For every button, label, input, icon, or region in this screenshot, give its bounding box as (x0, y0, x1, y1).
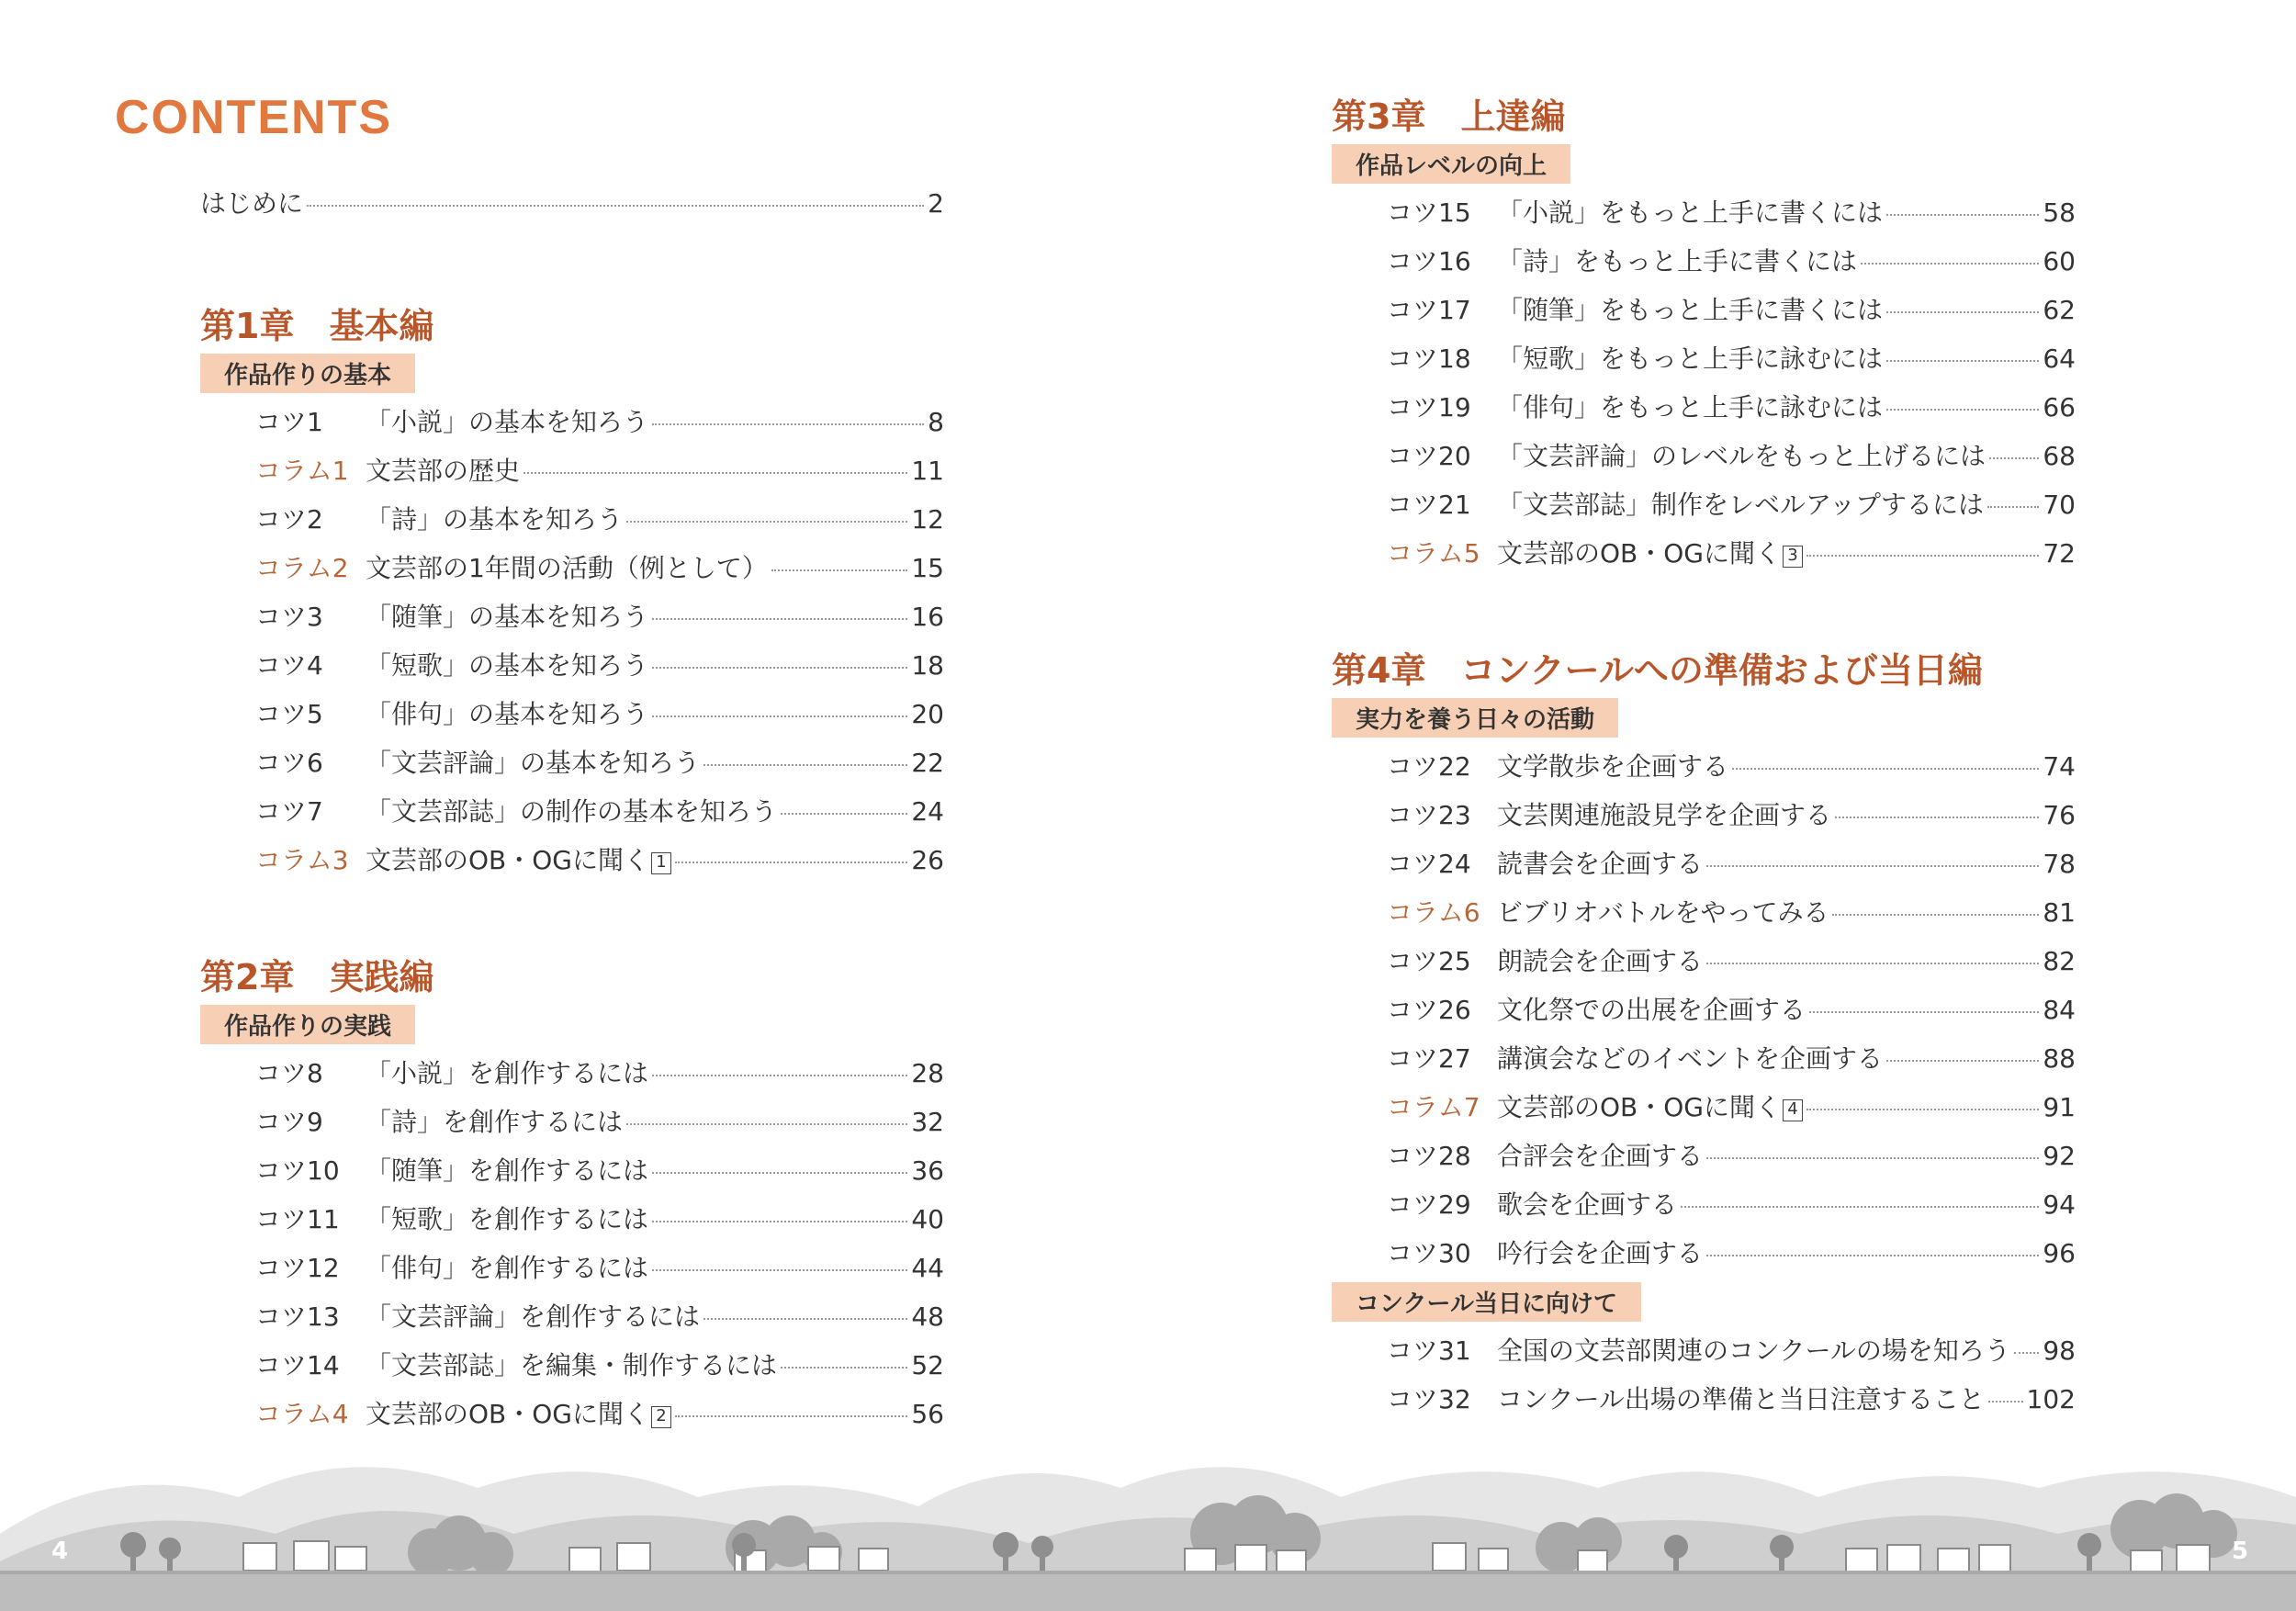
toc-entry-text (366, 694, 648, 731)
leader-dots (1886, 1060, 2039, 1062)
toc-entry-label: コツ7 (255, 796, 323, 827)
toc-entry-title: 読書会を企画する (1497, 849, 1704, 879)
toc-entry-title: 「短歌」の基本を知ろう (366, 650, 649, 681)
leader-dots (1988, 1401, 2023, 1403)
toc-entry[interactable] (1332, 388, 2076, 436)
toc-entry[interactable] (200, 1248, 944, 1297)
section-tag: 実力を養う日々の活動 (1332, 698, 1618, 738)
page-title: CONTENTS (115, 91, 392, 144)
leader-dots (1732, 768, 2039, 770)
toc-entry[interactable] (1332, 844, 2076, 893)
toc-entry-text (1497, 747, 1728, 783)
toc-entry-label: コツ14 (255, 1350, 340, 1380)
leader-dots (1886, 360, 2039, 362)
toc-entry-page: 74 (2043, 751, 2076, 782)
toc-entry-label: コラム4 (255, 1399, 349, 1429)
toc-entry-text (1497, 290, 1883, 327)
toc-entry-text (366, 792, 777, 828)
leader-dots (1809, 1011, 2039, 1013)
toc-entry-title: 朗読会を企画する (1497, 946, 1704, 976)
toc-entry-text (366, 402, 648, 439)
leader-dots (1886, 311, 2039, 313)
toc-entry-page: 64 (2043, 344, 2076, 374)
toc-entry[interactable] (200, 1297, 944, 1346)
toc-entry-title: コンクール出場の準備と当日注意すること (1497, 1384, 1985, 1414)
toc-entry-page: 8 (928, 407, 944, 437)
toc-entry-page: 94 (2043, 1189, 2076, 1220)
leader-dots (703, 1318, 907, 1320)
toc-entry-title: 「短歌」をもっと上手に詠むには (1497, 344, 1884, 374)
toc-entry-page: 72 (2043, 538, 2076, 569)
toc-entry-text (1497, 534, 1803, 570)
toc-entry-label: コツ30 (1387, 1238, 1471, 1268)
landscape-illustration (0, 1433, 2296, 1611)
toc-entry-page: 26 (911, 845, 944, 875)
toc-entry-text (366, 1346, 777, 1382)
leader-dots (1835, 817, 2039, 818)
toc-entry-column[interactable] (1332, 1087, 2076, 1136)
toc-entry-text (1497, 1234, 1703, 1270)
toc-entry[interactable] (1332, 941, 2076, 990)
toc-list (1332, 747, 2076, 1282)
leader-dots (771, 569, 908, 571)
toc-entry-page: 98 (2043, 1335, 2076, 1366)
chapter-heading: 第1章 基本編 (200, 306, 434, 346)
toc-entry-text (366, 1151, 648, 1188)
leader-dots (523, 472, 907, 474)
toc-entry-label: コツ21 (1387, 490, 1471, 520)
toc-entry-label: コツ11 (255, 1204, 340, 1234)
toc-entry[interactable] (200, 1151, 944, 1200)
toc-entry-label: コツ24 (1387, 849, 1471, 879)
toc-entry-label: コツ31 (1387, 1335, 1471, 1366)
leader-dots (781, 1367, 907, 1369)
toc-entry[interactable] (200, 500, 944, 548)
part-number-box: 1 (651, 852, 671, 874)
toc-entry-column[interactable] (200, 840, 944, 889)
toc-entry-column[interactable] (1332, 893, 2076, 941)
toc-entry[interactable] (1332, 1380, 2076, 1428)
leader-dots (652, 1221, 907, 1222)
toc-entry-title: 「随筆」を創作するには (366, 1155, 649, 1186)
toc-entry-label: コツ8 (255, 1058, 323, 1088)
toc-entry[interactable] (200, 597, 944, 646)
toc-entry-label: コラム7 (1387, 1092, 1480, 1122)
toc-entry-title: 文芸部の1年間の活動（例として） (366, 553, 768, 583)
toc-entry-page: 62 (2043, 295, 2076, 325)
toc-entry-text (1497, 339, 1883, 376)
toc-entry-page: 40 (911, 1204, 944, 1234)
toc-entry-label: コツ10 (255, 1155, 340, 1186)
toc-entry[interactable] (1332, 485, 2076, 534)
toc-entry-label: コツ4 (255, 650, 323, 681)
toc-entry-title: 「文芸部誌」制作をレベルアップするには (1497, 490, 1985, 520)
toc-entry-text (1497, 242, 1857, 278)
chapter-heading: 第2章 実践編 (200, 957, 434, 997)
leader-dots (652, 1269, 907, 1271)
toc-entry-page: 81 (2043, 897, 2076, 928)
toc-entry-label: コツ25 (1387, 946, 1471, 976)
ground-edge (0, 1571, 2296, 1574)
toc-entry-label: コツ12 (255, 1253, 340, 1283)
leader-dots (1989, 457, 2039, 459)
toc-entry-column[interactable] (1332, 534, 2076, 582)
leader-dots (781, 813, 907, 815)
toc-entry-title: 歌会を企画する (1497, 1189, 1678, 1220)
toc-entry-title: 「文芸部誌」の制作の基本を知ろう (366, 796, 778, 827)
toc-entry-label: コツ22 (1387, 751, 1471, 782)
toc-list (1332, 193, 2076, 582)
leader-dots (652, 618, 907, 620)
toc-entry-title: 「短歌」を創作するには (366, 1204, 649, 1234)
toc-entry-text (1497, 193, 1883, 230)
toc-entry-label: コラム5 (1387, 538, 1480, 569)
toc-entry-text (1497, 388, 1883, 424)
toc-entry-page: 15 (911, 553, 944, 583)
toc-entry-label: コツ5 (255, 699, 323, 729)
toc-entry-text (1497, 1380, 1985, 1416)
toc-entry-page: 88 (2043, 1043, 2076, 1074)
toc-entry-page: 48 (911, 1301, 944, 1332)
toc-entry-label: コツ1 (255, 407, 323, 437)
toc-entry-text (366, 1394, 671, 1431)
toc-entry-title: 文芸部のOB・OGに聞く (1497, 1092, 1781, 1122)
leader-dots (652, 423, 924, 425)
toc-entry-title: 講演会などのイベントを企画する (1497, 1043, 1884, 1074)
toc-entry-text (1497, 485, 1984, 522)
toc-entry-label: コツ15 (1387, 197, 1471, 228)
toc-entry-title: 「詩」を創作するには (366, 1107, 624, 1137)
leader-dots (1806, 555, 2039, 557)
toc-entry-intro[interactable] (200, 184, 944, 232)
chapter-heading: 第4章 コンクールへの準備および当日編 (1332, 650, 1983, 691)
toc-entry-text (366, 451, 520, 488)
toc-entry[interactable] (200, 792, 944, 840)
toc-entry[interactable] (200, 1200, 944, 1248)
section-tag: 作品作りの実践 (200, 1005, 415, 1044)
toc-entry-title: 「小説」を創作するには (366, 1058, 649, 1088)
toc-entry-page: 22 (911, 748, 944, 778)
toc-entry[interactable] (1332, 1136, 2076, 1185)
toc-entry-text (366, 840, 671, 877)
toc-entry[interactable] (1332, 193, 2076, 242)
toc-entry-label: コツ28 (1387, 1141, 1471, 1171)
toc-list (1332, 1331, 2076, 1428)
toc-entry-page: 56 (911, 1399, 944, 1429)
toc-left-column (200, 184, 944, 1443)
toc-entry-title: 文芸部の歴史 (366, 456, 521, 486)
leader-dots (1832, 914, 2039, 916)
toc-entry-title: 吟行会を企画する (1497, 1238, 1704, 1268)
toc-entry[interactable] (1332, 1234, 2076, 1282)
leader-dots (1706, 1255, 2039, 1256)
toc-entry-page: 2 (928, 188, 944, 219)
toc-entry-title: 「詩」をもっと上手に書くには (1497, 246, 1858, 276)
section-tag: 作品レベルの向上 (1332, 144, 1570, 184)
leader-dots (703, 764, 907, 766)
toc-entry[interactable] (1332, 290, 2076, 339)
section-tag: 作品作りの基本 (200, 354, 415, 393)
toc-entry-label: コラム3 (255, 845, 349, 875)
toc-entry-title: 「文芸評論」を創作するには (366, 1301, 701, 1332)
toc-entry-text (366, 1297, 700, 1334)
toc-right-column (1332, 87, 2076, 1428)
toc-entry-text (1497, 893, 1829, 929)
leader-dots (1706, 963, 2039, 964)
toc-entry-label: コツ26 (1387, 995, 1471, 1025)
toc-entry-page: 66 (2043, 392, 2076, 422)
toc-entry-label: コツ29 (1387, 1189, 1471, 1220)
toc-entry-page: 58 (2043, 197, 2076, 228)
toc-entry[interactable] (1332, 436, 2076, 485)
toc-entry-title: 「俳句」をもっと上手に詠むには (1497, 392, 1884, 422)
toc-entry-column[interactable] (200, 548, 944, 597)
toc-entry-page: 20 (911, 699, 944, 729)
toc-entry[interactable] (200, 1346, 944, 1394)
toc-entry[interactable] (200, 1053, 944, 1102)
toc-entry-title: 「小説」の基本を知ろう (366, 407, 649, 437)
toc-entry-label: コラム2 (255, 553, 349, 583)
section-tag: コンクール当日に向けて (1332, 1282, 1641, 1322)
toc-entry[interactable] (1332, 795, 2076, 844)
toc-entry-page: 82 (2043, 946, 2076, 976)
toc-entry-title: 文学散歩を企画する (1497, 751, 1729, 782)
toc-entry[interactable] (200, 646, 944, 694)
toc-entry-title: 文芸部のOB・OGに聞く (366, 845, 649, 875)
leader-dots (1886, 214, 2039, 216)
toc-entry-label: コツ27 (1387, 1043, 1471, 1074)
toc-entry-title: 「俳句」を創作するには (366, 1253, 649, 1283)
toc-entry-text (366, 1053, 648, 1090)
toc-entry-text (1497, 795, 1831, 832)
toc-list (200, 1053, 944, 1443)
toc-entry-text (1497, 941, 1703, 978)
toc-entry-page: 18 (911, 650, 944, 681)
leader-dots (626, 1123, 907, 1125)
toc-entry-label: コツ20 (1387, 441, 1471, 471)
leader-dots (675, 1415, 907, 1417)
toc-entry-label: コツ9 (255, 1107, 323, 1137)
toc-entry-text (366, 597, 648, 634)
toc-entry-page: 36 (911, 1155, 944, 1186)
toc-entry[interactable] (200, 1102, 944, 1151)
toc-entry[interactable] (1332, 242, 2076, 290)
leader-dots (307, 205, 924, 207)
toc-entry-title: 合評会を企画する (1497, 1141, 1704, 1171)
toc-entry-page: 92 (2043, 1141, 2076, 1171)
toc-entry-page: 96 (2043, 1238, 2076, 1268)
leader-dots (2014, 1352, 2039, 1354)
toc-entry[interactable] (200, 743, 944, 792)
toc-entry-page: 28 (911, 1058, 944, 1088)
toc-entry-text (1497, 1136, 1703, 1173)
leader-dots (652, 667, 907, 669)
toc-entry-text (1497, 1185, 1677, 1222)
toc-entry-label: コツ32 (1387, 1384, 1471, 1414)
toc-list (200, 402, 944, 889)
toc-entry[interactable] (1332, 990, 2076, 1039)
leader-dots (626, 521, 907, 523)
toc-entry-text (1497, 844, 1703, 881)
toc-entry-title: 「随筆」をもっと上手に書くには (1497, 295, 1884, 325)
toc-entry-label: コラム1 (255, 456, 349, 486)
toc-entry[interactable] (1332, 1185, 2076, 1234)
toc-entry[interactable] (1332, 339, 2076, 388)
toc-entry-page: 24 (911, 796, 944, 827)
toc-entry-title: 「文芸評論」の基本を知ろう (366, 748, 701, 778)
toc-entry-title: 「小説」をもっと上手に書くには (1497, 197, 1884, 228)
chapter-heading: 第3章 上達編 (1332, 96, 1566, 137)
toc-entry-text (1497, 1039, 1883, 1076)
toc-entry-title: 文化祭での出展を企画する (1497, 995, 1806, 1025)
part-number-box: 4 (1783, 1099, 1803, 1121)
leader-dots (1987, 506, 2039, 508)
toc-entry-label: コツ6 (255, 748, 323, 778)
toc-entry-text: はじめに (200, 188, 304, 219)
toc-entry[interactable] (1332, 747, 2076, 795)
toc-entry-page: 11 (911, 456, 944, 486)
toc-entry-title: 文芸関連施設見学を企画する (1497, 800, 1832, 830)
leader-dots (652, 1172, 907, 1174)
ground-strip (0, 1571, 2296, 1611)
page-number-left: 4 (51, 1538, 69, 1565)
leader-dots (652, 715, 907, 717)
toc-entry-column[interactable] (200, 451, 944, 500)
leader-dots (1861, 263, 2039, 265)
part-number-box: 2 (651, 1406, 671, 1428)
toc-entry-text (366, 548, 768, 585)
toc-entry-page: 60 (2043, 246, 2076, 276)
toc-entry-page: 70 (2043, 490, 2076, 520)
toc-entry-title: 「俳句」の基本を知ろう (366, 699, 649, 729)
toc-entry-label: コツ13 (255, 1301, 340, 1332)
toc-entry-label: コツ3 (255, 602, 323, 632)
toc-entry-text (1497, 990, 1806, 1027)
toc-entry-label: コラム6 (1387, 897, 1480, 928)
toc-entry-title: 文芸部のOB・OGに聞く (366, 1399, 649, 1429)
toc-entry-page: 32 (911, 1107, 944, 1137)
toc-entry-title: 「文芸部誌」を編集・制作するには (366, 1350, 778, 1380)
toc-entry[interactable] (200, 402, 944, 451)
toc-entry-title: 「詩」の基本を知ろう (366, 504, 624, 535)
toc-entry-page: 16 (911, 602, 944, 632)
toc-entry-text (366, 500, 623, 536)
toc-entry-page: 78 (2043, 849, 2076, 879)
leader-dots (1706, 1157, 2039, 1159)
toc-entry-text (366, 1200, 648, 1236)
toc-entry-label: コツ17 (1387, 295, 1471, 325)
toc-entry-page: 68 (2043, 441, 2076, 471)
toc-entry-page: 84 (2043, 995, 2076, 1025)
toc-entry-page: 76 (2043, 800, 2076, 830)
toc-entry-text (366, 1102, 623, 1139)
toc-entry-page: 52 (911, 1350, 944, 1380)
toc-entry-page: 12 (911, 504, 944, 535)
toc-entry-text (366, 743, 700, 780)
leader-dots (1886, 409, 2039, 411)
toc-entry-page: 102 (2026, 1384, 2076, 1414)
toc-entry-title: 「随筆」の基本を知ろう (366, 602, 649, 632)
toc-entry[interactable] (200, 694, 944, 743)
page-number-right: 5 (2232, 1538, 2249, 1565)
toc-entry-text (366, 1248, 648, 1285)
toc-entry-label: コツ23 (1387, 800, 1471, 830)
toc-entry-page: 44 (911, 1253, 944, 1283)
toc-entry-label: コツ16 (1387, 246, 1471, 276)
toc-entry-text (1497, 436, 1986, 473)
toc-entry-page: 91 (2043, 1092, 2076, 1122)
toc-entry-label: コツ18 (1387, 344, 1471, 374)
part-number-box: 3 (1783, 546, 1803, 568)
toc-entry-text (1497, 1087, 1803, 1124)
toc-entry-text (1497, 1331, 2010, 1368)
toc-entry-title: 「文芸評論」のレベルをもっと上げるには (1497, 441, 1986, 471)
toc-entry-title: 全国の文芸部関連のコンクールの場を知ろう (1497, 1335, 2010, 1366)
toc-entry-label: コツ19 (1387, 392, 1471, 422)
toc-entry[interactable] (1332, 1039, 2076, 1087)
leader-dots (675, 862, 907, 863)
toc-entry-text (366, 646, 648, 682)
leader-dots (1706, 865, 2039, 867)
leader-dots (1806, 1109, 2039, 1110)
toc-entry-label: コツ2 (255, 504, 323, 535)
leader-dots (652, 1075, 907, 1076)
toc-entry-title: 文芸部のOB・OGに聞く (1497, 538, 1781, 569)
toc-entry[interactable] (1332, 1331, 2076, 1380)
leader-dots (1681, 1206, 2039, 1208)
toc-entry-title: ビブリオバトルをやってみる (1497, 897, 1829, 928)
